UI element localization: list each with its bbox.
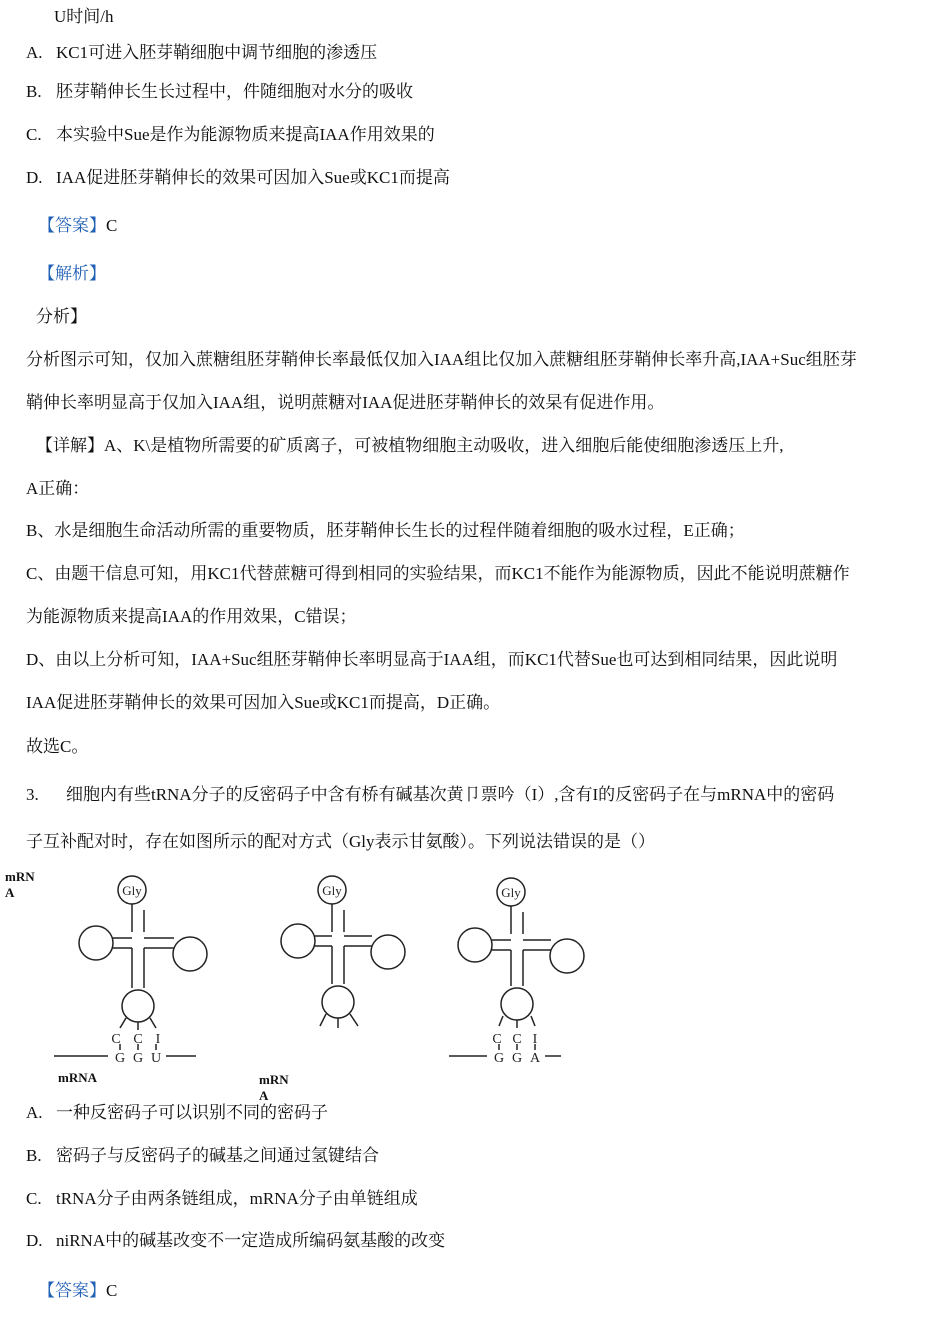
anticodon-base: I — [532, 1032, 538, 1047]
option-text: tRNA分子由两条链组成，mRNA分子由单链组成 — [56, 1189, 418, 1208]
option-text: 一种反密码子可以识别不同的密码子 — [56, 1103, 328, 1122]
q2-detail-line-6: D、由以上分析可知，IAA+Suc组胚芽鞘伸长率明显高于IAA组，而KC1代替Sue也可达到相同结果，因此说明 — [26, 650, 838, 669]
codon-base: U — [150, 1051, 162, 1066]
q2-analysis-line-2: 鞘伸长率明显高于仅加入IAA组，说明蔗糖对IAA促进胚芽鞘伸长的效杲有促进作用。 — [26, 393, 665, 412]
q3-option-c[interactable] — [26, 1188, 418, 1210]
anticodon-loop — [322, 986, 354, 1018]
q2-detail-line-3: B、水是细胞生命活动所需的重要物质，胚芽鞘伸长生长的过程伴随着细胞的吸水过程，E正确； — [26, 521, 745, 540]
codon-base: A — [529, 1051, 541, 1066]
t-loop — [371, 935, 405, 969]
amino-acid-label: Gly — [122, 883, 142, 898]
option-letter: A. — [26, 1103, 43, 1122]
q2-detail-line-4: C、由题干信息可知，用KC1代替蔗糖可得到相同的实验结果，而KC1不能作为能源物质，因此不能说明蔗糖作 — [26, 564, 850, 583]
q3-option-a[interactable] — [26, 1102, 328, 1124]
option-letter: B. — [26, 82, 42, 101]
trna-diagram-2 — [270, 870, 410, 1040]
anticodon-loop — [122, 990, 154, 1022]
q2-analysis-label: 【解析】 — [38, 264, 106, 283]
q3-answer — [38, 1280, 117, 1302]
q2-option-a[interactable] — [26, 42, 377, 64]
q2-option-d[interactable] — [26, 167, 450, 189]
option-text: 密码子与反密码子的碱基之间通过氢键结合 — [56, 1146, 379, 1165]
option-letter: B. — [26, 1146, 42, 1165]
d-loop — [79, 926, 113, 960]
q2-detail-line-1: 【详解】A、K\是植物所需要的矿质离子，可被植物细胞主动吸收，进入细胞后能使细胞渗透压上升, — [36, 436, 784, 455]
answer-label: 【答案】 — [38, 1281, 106, 1300]
d-loop — [281, 924, 315, 958]
q2-detail-line-2: A正确： — [26, 479, 90, 498]
trna-diagram-3 — [445, 870, 595, 1070]
figure-1-mrna-label: mRNA — [58, 1070, 97, 1085]
q2-option-c[interactable] — [26, 124, 435, 146]
option-letter: C. — [26, 125, 42, 144]
q3-option-d[interactable] — [26, 1230, 445, 1252]
q2-analysis-head: 分析】 — [36, 307, 87, 326]
q3-stem-line-1 — [26, 784, 834, 806]
option-text: niRNA中的碱基改变不一定造成所编码氨基酸的改变 — [56, 1231, 446, 1250]
q2-option-b[interactable] — [26, 81, 413, 103]
option-text: KC1可进入胚芽鞘细胞中调节细胞的渗透压 — [56, 43, 378, 62]
answer-label: 【答案】 — [38, 216, 106, 235]
t-loop — [550, 939, 584, 973]
q2-detail-line-8: 故选C。 — [26, 737, 89, 756]
codon-base: G — [132, 1051, 144, 1066]
option-text: IAA促进胚芽鞘伸长的效果可因加入Sue或KC1而提高 — [56, 168, 450, 187]
codon-base: G — [114, 1051, 126, 1066]
option-text: 胚芽鞘伸长生长过程中，件随细胞对水分的吸收 — [56, 82, 413, 101]
q2-detail-line-7: IAA促进胚芽鞘伸长的效果可因加入Sue或KC1而提高，D正确。 — [26, 693, 501, 712]
q3-stem-text: 细胞内有些tRNA分子的反密码子中含有桥有碱基次黄卩票吟（I）,含有I的反密码子在与mRNA中的密码 — [66, 785, 835, 804]
trna-diagram-1 — [50, 870, 210, 1080]
figure-2-mrna-label: mRN A — [259, 1072, 289, 1103]
answer-value: C — [106, 1281, 118, 1300]
amino-acid-label: Gly — [501, 885, 521, 900]
figure-mrna-label-left: mRN A — [5, 869, 35, 900]
answer-value: C — [106, 216, 118, 235]
anticodon-base: C — [492, 1032, 502, 1047]
axis-label-time: U时间/h — [54, 7, 114, 26]
q2-analysis-line-1: 分析图示可知，仅加入蔗糖组胚芽鞘伸长率最低仅加入IAA组比仅加入蔗糖组胚芽鞘伸长率升高,IAA+Suc组胚芽 — [26, 350, 857, 369]
amino-acid-label: Gly — [322, 883, 342, 898]
anticodon-base: C — [111, 1032, 121, 1047]
d-loop — [458, 928, 492, 962]
codon-base: G — [511, 1051, 523, 1066]
q2-detail-line-5: 为能源物质来提高IAA的作用效果，C错误； — [26, 607, 357, 626]
anticodon-base: C — [133, 1032, 143, 1047]
q2-answer — [38, 215, 117, 237]
q3-stem-line-2: 子互补配对时，存在如图所示的配对方式（Gly表示甘氨酸）。下列说法错误的是（） — [26, 832, 655, 851]
q3-number: 3. — [26, 785, 39, 804]
option-text: 本实验中Sue是作为能源物质来提高IAA作用效果的 — [56, 125, 435, 144]
option-letter: D. — [26, 168, 43, 187]
anticodon-base: I — [155, 1032, 161, 1047]
option-letter: D. — [26, 1231, 43, 1250]
anticodon-loop — [501, 988, 533, 1020]
t-loop — [173, 937, 207, 971]
option-letter: C. — [26, 1189, 42, 1208]
q3-option-b[interactable] — [26, 1145, 379, 1167]
option-letter: A. — [26, 43, 43, 62]
codon-base: G — [493, 1051, 505, 1066]
anticodon-base: C — [512, 1032, 522, 1047]
